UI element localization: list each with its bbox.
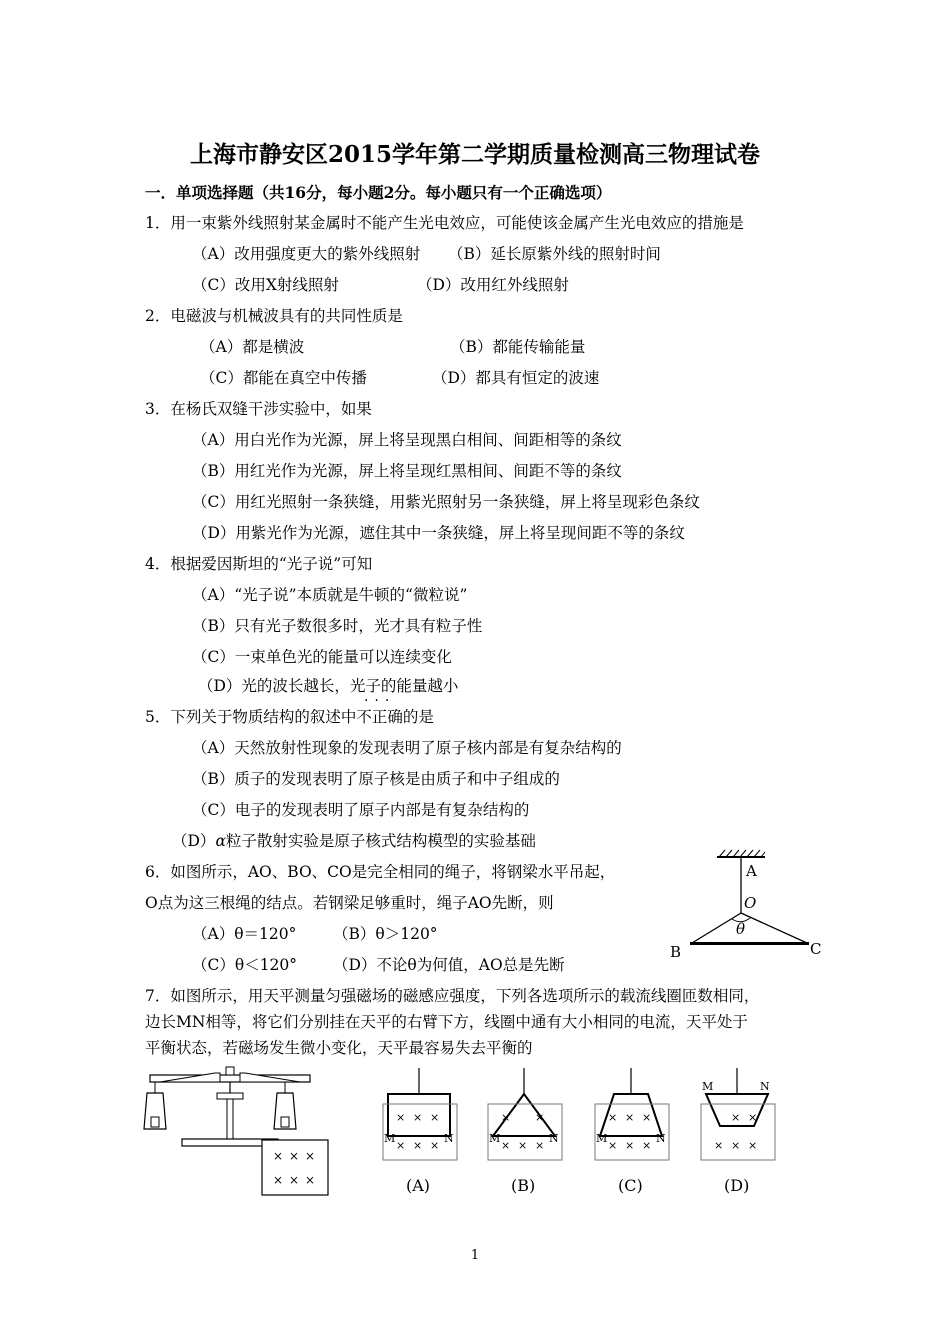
svg-text:×: × <box>608 1111 618 1124</box>
q6-option-a: （A）θ＝120° <box>192 925 297 943</box>
q4-option-d: （D）光的波长越长，光子的能量越小 <box>198 677 459 695</box>
svg-text:×: × <box>501 1139 511 1152</box>
coil-option-b <box>483 1068 568 1198</box>
option-c-label: (C) <box>618 1176 643 1195</box>
page-title: 上海市静安区2015学年第二学期质量检测高三物理试卷 <box>189 141 760 168</box>
field-crosses <box>608 1111 651 1152</box>
svg-text:×: × <box>413 1139 423 1152</box>
label-c: C <box>810 940 822 958</box>
svg-text:×: × <box>642 1139 652 1152</box>
svg-text:×: × <box>535 1111 545 1124</box>
svg-text:×: × <box>642 1111 652 1124</box>
svg-text:×: × <box>518 1139 528 1152</box>
field-crosses <box>396 1111 439 1152</box>
q1-option-d: （D）改用红外线照射 <box>417 276 569 294</box>
svg-text:×: × <box>396 1139 406 1152</box>
q1-stem: 1．用一束紫外线照射某金属时不能产生光电效应，可能使该金属产生光电效应的措施是 <box>145 214 744 232</box>
q6-option-c: （C）θ＜120° <box>192 956 298 974</box>
svg-text:×: × <box>535 1139 545 1152</box>
q2-option-b: （B）都能传输能量 <box>450 338 586 356</box>
svg-text:×: × <box>396 1111 406 1124</box>
svg-text:×: × <box>731 1139 741 1152</box>
label-n: N <box>549 1132 559 1145</box>
q5-option-c: （C）电子的发现表明了原子内部是有复杂结构的 <box>192 801 530 819</box>
svg-text:×: × <box>273 1149 284 1163</box>
svg-text:×: × <box>430 1111 440 1124</box>
ceiling-hatch <box>719 850 765 857</box>
page-number: 1 <box>470 1248 480 1263</box>
q5-d-label: （D） <box>172 832 216 850</box>
svg-text:×: × <box>305 1149 316 1163</box>
q2-stem: 2．电磁波与机械波具有的共同性质是 <box>145 307 403 325</box>
label-n: N <box>656 1132 666 1145</box>
svg-text:×: × <box>748 1139 758 1152</box>
steel-beam <box>690 942 809 945</box>
q1-option-c: （C）改用X射线照射 <box>192 276 339 294</box>
label-n: N <box>760 1080 770 1093</box>
q5-stem-post: 的是 <box>402 708 434 726</box>
field-crosses <box>714 1111 757 1152</box>
q6-option-b: （B）θ＞120° <box>333 925 438 943</box>
q4-option-a: （A）“光子说”本质就是牛顿的“微粒说” <box>192 586 468 604</box>
option-d-label: (D) <box>724 1176 750 1195</box>
q4-option-b: （B）只有光子数很多时，光才具有粒子性 <box>192 617 483 635</box>
svg-text:×: × <box>714 1139 724 1152</box>
q5-stem <box>145 693 434 727</box>
coil-option-a <box>378 1068 463 1198</box>
right-pan-block <box>281 1117 289 1127</box>
balance-diagram <box>140 1065 335 1200</box>
q3-option-c: （C）用红光照射一条狭缝，用紫光照射另一条狭缝，屏上将呈现彩色条纹 <box>192 493 700 511</box>
q3-stem: 3．在杨氏双缝干涉实验中，如果 <box>145 400 372 418</box>
field-crosses <box>501 1111 544 1152</box>
q5-option-d <box>172 829 536 851</box>
svg-text:×: × <box>413 1111 423 1124</box>
q5-d-text: 粒子散射实验是原子核式结构模型的实验基础 <box>225 832 536 850</box>
q7-stem-line1: 7．如图所示，用天平测量匀强磁场的磁感应强度，下列各选项所示的载流线圈匝数相同， <box>145 987 760 1005</box>
coil-option-c <box>590 1068 675 1198</box>
q4-stem: 4．根据爱因斯坦的“光子说”可知 <box>145 555 373 573</box>
q5-option-a: （A）天然放射性现象的发现表明了原子核内部是有复杂结构的 <box>192 739 622 757</box>
svg-text:×: × <box>731 1111 741 1124</box>
q4-option-c: （C）一束单色光的能量可以连续变化 <box>192 648 452 666</box>
label-n: N <box>444 1132 454 1145</box>
beam-pivot <box>226 1067 234 1075</box>
svg-text:×: × <box>625 1111 635 1124</box>
q3-option-b: （B）用红光作为光源，屏上将呈现红黑相间、间距不等的条纹 <box>192 462 622 480</box>
q2-option-c: （C）都能在真空中传播 <box>200 369 367 387</box>
q3-option-a: （A）用白光作为光源，屏上将呈现黑白相间、间距相等的条纹 <box>192 431 622 449</box>
label-b: B <box>670 943 682 961</box>
svg-text:×: × <box>273 1173 284 1187</box>
option-a-label: (A) <box>406 1176 431 1195</box>
pillar-cap <box>217 1093 243 1099</box>
svg-text:×: × <box>305 1173 316 1187</box>
q5-emphasis <box>356 693 403 726</box>
label-m: M <box>489 1132 501 1145</box>
rope-co <box>741 913 807 943</box>
svg-text:×: × <box>625 1139 635 1152</box>
section-heading: 一．单项选择题（共16分，每小题2分。每小题只有一个正确选项） <box>145 183 612 202</box>
q7-stem-line2: 边长MN相等，将它们分别挂在天平的右臂下方，线圈中通有大小相同的电流，天平处于 <box>145 1013 748 1031</box>
emphasis-dots: ··· <box>363 693 396 709</box>
q5-emphasis-text: 不正确 <box>356 708 403 726</box>
q6-stem-line1: 6．如图所示，AO、BO、CO是完全相同的绳子，将钢梁水平吊起， <box>145 863 616 881</box>
svg-text:×: × <box>289 1149 300 1163</box>
label-theta: θ <box>736 920 746 938</box>
weight-icon <box>151 1117 159 1127</box>
label-m: M <box>596 1132 608 1145</box>
q1-option-b: （B）延长原紫外线的照射时间 <box>448 245 661 263</box>
alpha-symbol: α <box>215 832 226 850</box>
svg-text:×: × <box>430 1139 440 1152</box>
svg-text:×: × <box>501 1111 511 1124</box>
q6-stem-line2: O点为这三根绳的结点。若钢梁足够重时，绳子AO先断，则 <box>145 894 554 912</box>
q3-option-d: （D）用紫光作为光源，遮住其中一条狭缝，屏上将呈现间距不等的条纹 <box>192 524 685 542</box>
q1-option-a: （A）改用强度更大的紫外线照射 <box>192 245 421 263</box>
svg-text:×: × <box>608 1139 618 1152</box>
svg-text:×: × <box>748 1111 758 1124</box>
q5-stem-pre: 5．下列关于物质结构的叙述中 <box>145 708 357 726</box>
q6-option-d: （D）不论θ为何值，AO总是先断 <box>333 956 565 974</box>
q2-option-d: （D）都具有恒定的波速 <box>432 369 600 387</box>
label-m: M <box>384 1132 396 1145</box>
q5-option-b: （B）质子的发现表明了原子核是由质子和中子组成的 <box>192 770 560 788</box>
rope-bo <box>692 913 741 943</box>
label-o: O <box>744 894 757 912</box>
balance-pillar <box>227 1099 233 1139</box>
svg-text:×: × <box>289 1173 300 1187</box>
label-m: M <box>702 1080 714 1093</box>
q6-rope-diagram <box>665 845 835 970</box>
coil-option-d <box>696 1068 781 1198</box>
option-b-label: (B) <box>511 1176 536 1195</box>
label-a: A <box>746 862 757 880</box>
q7-stem-line3: 平衡状态，若磁场发生微小变化，天平最容易失去平衡的 <box>145 1039 533 1057</box>
q2-option-a: （A）都是横波 <box>200 338 305 356</box>
